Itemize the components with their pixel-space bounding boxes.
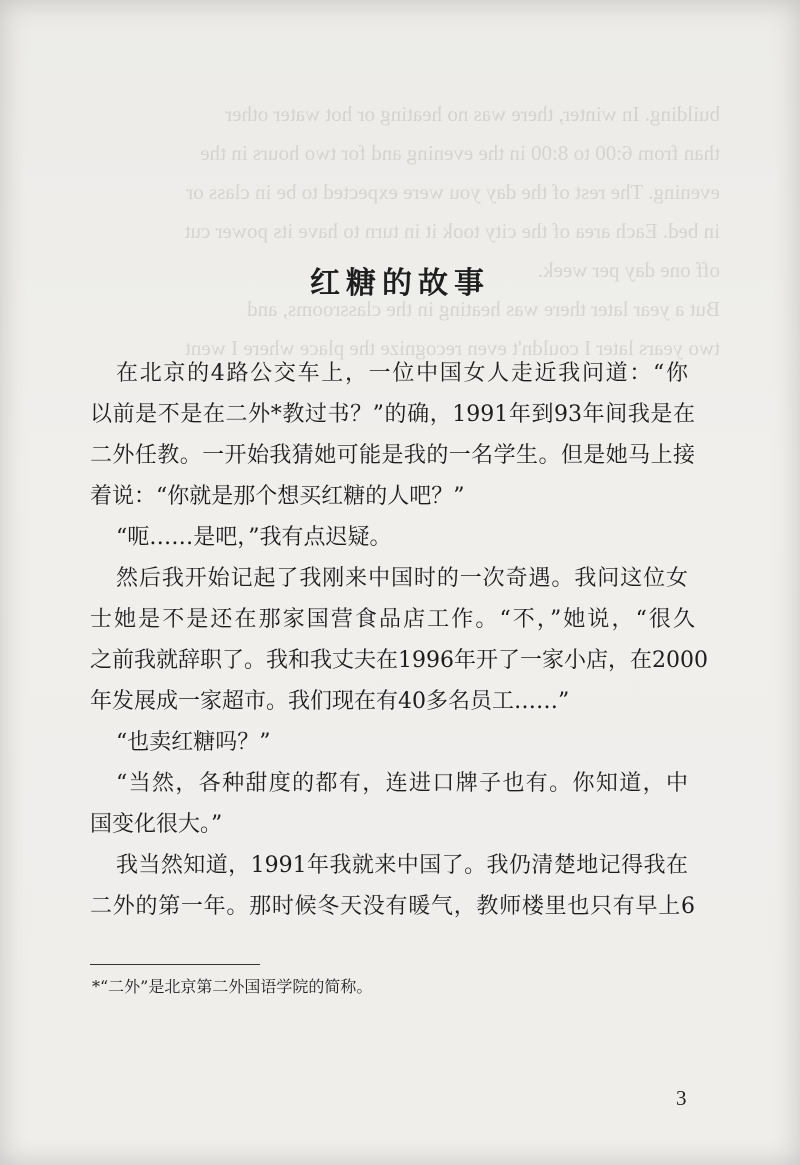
- text-line: 二外的第一年。那时候冬天没有暖气，教师楼里也只有早上6: [90, 894, 695, 919]
- footnote: *“二外”是北京第二外国语学院的简称。: [92, 977, 373, 996]
- text-line: “呃……是吧，”我有点迟疑。: [116, 525, 392, 550]
- text-line: “当然，各种甜度的都有，连进口牌子也有。你知道，中: [116, 771, 688, 796]
- text-line: 国变化很大。”: [90, 812, 223, 837]
- text-line: 年发展成一家超市。我们现在有40多名员工……”: [90, 689, 570, 714]
- text-line: 在北京的4路公交车上，一位中国女人走近我问道：“你: [116, 361, 688, 386]
- text-line: “也卖红糖吗？”: [116, 730, 271, 755]
- text-line: 二外任教。一开始我猜她可能是我的一名学生。但是她马上接: [90, 443, 695, 468]
- text-line: 士她是不是还在那家国营食品店工作。“不，”她说，“很久: [90, 607, 695, 632]
- footnote-divider: [90, 964, 260, 965]
- text-line: 之前我就辞职了。我和我丈夫在1996年开了一家小店，在2000: [90, 648, 708, 673]
- story-title: 红糖的故事: [310, 266, 490, 301]
- page-number: 3: [676, 1086, 687, 1110]
- text-line: 然后我开始记起了我刚来中国时的一次奇遇。我问这位女: [116, 566, 688, 591]
- text-line: 我当然知道，1991年我就来中国了。我仍清楚地记得我在: [116, 853, 688, 878]
- text-line: 着说：“你就是那个想买红糖的人吧？”: [90, 484, 465, 509]
- bleed-through-texture: building. In winter, there was no heating or hot water other than from 6:00 to 8:00 in the evening and for two hours in the evening. The rest of the day you were expected to be in class or in bed. Each area of the city took it in turn to have its power cut off one day per week. But a year later there was heating in the classrooms, and two years later I couldn't even recognize the place where I went: [184, 102, 720, 360]
- text-line: 以前是不是在二外*教过书？”的确，1991年到93年间我是在: [90, 402, 695, 427]
